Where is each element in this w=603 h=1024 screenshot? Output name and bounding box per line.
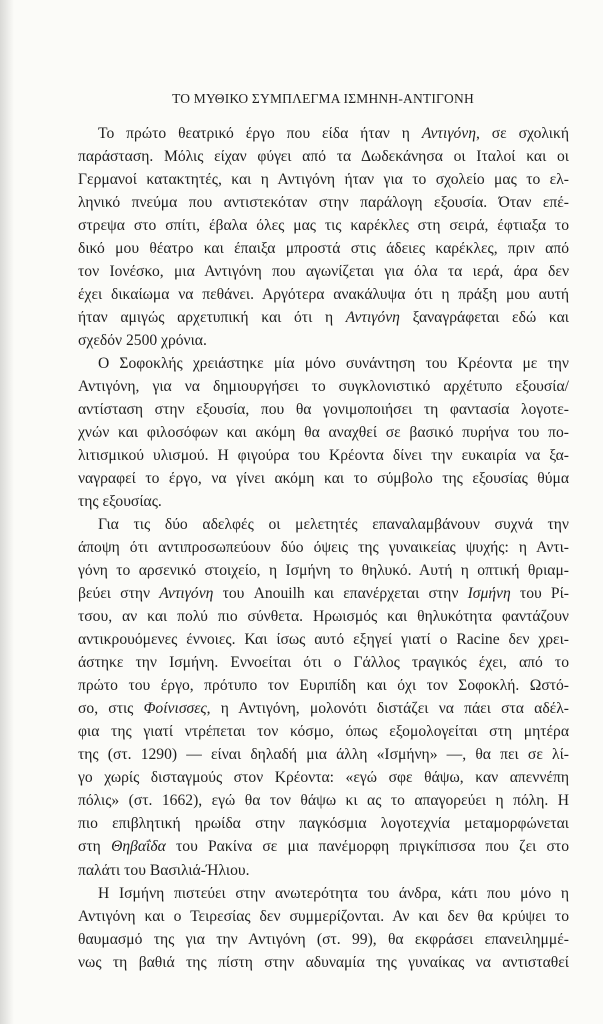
text-segment: του Ρακίνα σε μια πανέμορφη πριγκίπισσα που ζει στο <box>165 838 569 856</box>
text-segment: άποψη ότι αντιπροσωπεύουν δύο όψεις της γυναικείας ψυχής: η Αντι- <box>78 539 569 557</box>
text-segment: της (στ. 1290) — είναι δηλαδή μια άλλη «Ισμήνη» —, θα πει σε λί- <box>78 746 569 764</box>
text-segment: νως τη βαθιά της πίστη στην αδυναμία της γυναίκας να αντισταθεί <box>78 953 569 971</box>
text-line <box>78 467 569 490</box>
text-line <box>78 536 569 559</box>
text-segment: Το πρώτο θεατρικό έργο που είδα ήταν η <box>98 125 422 142</box>
text-segment: έχει δικαίωμα να πεθάνει. Αργότερα ανακάλυψα ότι η πράξη μου αυτή <box>78 286 569 304</box>
text-segment: ξαναγράφεται εδώ και <box>399 309 569 327</box>
text-segment: τον Ιονέσκο, μια Αντιγόνη που αγωνίζεται για όλα τα ιερά, άρα δεν <box>78 263 569 281</box>
text-segment: παλάτι του Βασιλιά-Ήλιου. <box>78 861 250 879</box>
text-line <box>78 145 569 168</box>
text-segment: άστηκε την Ισμήνη. Εννοείται ότι ο Γάλλος τραγικός έχει, από το <box>78 654 569 672</box>
text-segment: δικό μου θέατρο και έπαιξα μπροστά στις άδειες καρέκλες, πριν από <box>78 240 569 258</box>
text-line <box>78 605 569 628</box>
text-segment: Για τις δύο αδελφές οι μελετητές επαναλαμβάνουν συχνά την <box>98 516 569 534</box>
italic-title: Αντιγόνη <box>421 125 476 142</box>
text-segment: σχεδόν 2500 χρόνια. <box>78 332 207 350</box>
text-segment: αντικρουόμενες έννοιες. Και ίσως αυτό εξηγεί γιατί ο Racine δεν χρει- <box>78 631 569 649</box>
text-segment: γόνη το αρσενικό στοιχείο, η Ισμήνη το θηλυκό. Αυτή η οπτική θριαμ- <box>78 562 569 580</box>
scan-edge-shadow <box>0 0 14 1024</box>
text-segment: Γερμανοί κατακτητές, και η Αντιγόνη ήταν για το σχολείο μας το ελ- <box>78 171 569 189</box>
text-segment: φια της γιατί ντρέπεται τον κόσμο, όπως εξομολογείται στη μητέρα <box>78 723 569 741</box>
text-segment: του Anouilh και επανέρχεται στην <box>213 585 468 603</box>
text-segment: ήταν αμιγώς αρχετυπική και ότι η <box>78 309 346 327</box>
text-line <box>78 306 569 329</box>
text-line <box>78 651 569 674</box>
text-line <box>78 513 569 536</box>
text-line <box>78 882 569 905</box>
text-line <box>78 421 569 444</box>
text-segment: , σε σχολική <box>475 125 569 142</box>
text-segment: θαυμασμό της για την Αντιγόνη (στ. 99), θα εκφράσει επανειλημμέ- <box>78 930 569 948</box>
italic-title: Φοίνισσες <box>143 700 207 718</box>
text-line <box>78 674 569 697</box>
text-line <box>78 766 569 789</box>
text-segment: σο, στις <box>78 700 144 718</box>
body-text <box>78 122 569 974</box>
text-segment: στη <box>78 838 112 856</box>
text-line <box>78 329 569 352</box>
text-segment: τσου, αν και πολύ πιο σύνθετα. Ηρωισμός και θηλυκότητα φαντάζουν <box>78 608 569 626</box>
text-segment: ληνικό πνεύμα που αντιστεκόταν στην παράλογη εξουσία. Όταν επέ- <box>78 194 569 212</box>
text-segment: Αντιγόνη, για να δημιουργήσει το συγκλονιστικό αρχέτυπο εξουσία/ <box>78 378 569 396</box>
text-segment: παράσταση. Μόλις είχαν φύγει από τα Δωδεκάνησα οι Ιταλοί και οι <box>78 148 569 166</box>
text-segment: χνών και φιλοσόφων και ακόμη θα αναχθεί σε βασικό πυρήνα του πο- <box>78 424 569 442</box>
text-line <box>78 582 569 605</box>
text-segment: βεύει στην <box>78 585 160 603</box>
text-line <box>78 444 569 467</box>
text-line <box>78 237 569 260</box>
italic-title: Ισμήνη <box>467 585 511 603</box>
text-line <box>78 835 569 858</box>
text-segment: Ο Σοφοκλής χρειάστηκε μία μόνο συνάντηση του Κρέοντα με την <box>98 355 569 373</box>
running-header: ΤΟ ΜΥΘΙΚΟ ΣΥΜΠΛΕΓΜΑ ΙΣΜΗΝΗ-ΑΝΤΙΓΟΝΗ <box>172 91 474 106</box>
text-line <box>78 214 569 237</box>
text-segment: πόλις» (στ. 1662), εγώ θα τον θάψω κι ας το απαγορεύει η πόλη. Η <box>78 792 569 810</box>
text-line <box>78 122 569 145</box>
text-segment: ναγραφεί το έργο, να γίνει ακόμη και το σύμβολο της εξουσίας θύμα <box>78 470 569 488</box>
text-segment: του Ρί- <box>510 585 569 603</box>
text-line <box>78 191 569 214</box>
text-line <box>78 168 569 191</box>
text-line <box>78 490 569 513</box>
text-line <box>78 928 569 951</box>
text-segment: λιτισμικού υλισμού. Η φιγούρα του Κρέοντα δίνει την ευκαιρία να ξα- <box>78 447 569 465</box>
italic-title: Αντιγόνη <box>345 309 400 327</box>
text-segment: αντίσταση στην εξουσία, που θα γονιμοποιήσει τη φαντασία λογοτε- <box>78 401 569 419</box>
text-line <box>78 283 569 306</box>
text-segment: Η Ισμήνη πιστεύει στην ανωτερότητα του άνδρα, κάτι που μόνο η <box>98 884 569 902</box>
text-line <box>78 352 569 375</box>
text-segment: πρώτο του έργο, πρότυπο τον Ευριπίδη και όχι τον Σοφοκλή. Ωστό- <box>78 677 569 695</box>
text-line <box>78 951 569 974</box>
text-segment: στρεψα στο σπίτι, έβαλα όλες μας τις καρέκλες στη σειρά, έφτιαξα το <box>78 217 569 235</box>
text-line <box>78 697 569 720</box>
text-segment: της εξουσίας. <box>78 493 162 511</box>
text-line <box>78 859 569 882</box>
text-line <box>78 720 569 743</box>
text-line <box>78 398 569 421</box>
italic-title: Αντιγόνη <box>159 585 214 603</box>
text-line <box>78 375 569 398</box>
text-line <box>78 789 569 812</box>
text-line <box>78 812 569 835</box>
text-segment: , η Αντιγόνη, μολονότι διστάζει να πάει στα αδέλ- <box>206 700 569 718</box>
italic-title: Θηβαΐδα <box>111 838 166 856</box>
text-line <box>78 743 569 766</box>
text-segment: πιο επιβλητική ηρωίδα στην παγκόσμια λογοτεχνία μεταμορφώνεται <box>78 815 569 833</box>
text-segment: Αντιγόνη και ο Τειρεσίας δεν συμμερίζονται. Αν και δεν θα κρύψει το <box>78 907 569 925</box>
text-segment: γο χωρίς δισταγμούς στον Κρέοντα: «εγώ σφε θάψω, καν απεννέπη <box>78 769 569 787</box>
text-line <box>78 260 569 283</box>
text-line <box>78 559 569 582</box>
text-line <box>78 628 569 651</box>
text-line <box>78 905 569 928</box>
